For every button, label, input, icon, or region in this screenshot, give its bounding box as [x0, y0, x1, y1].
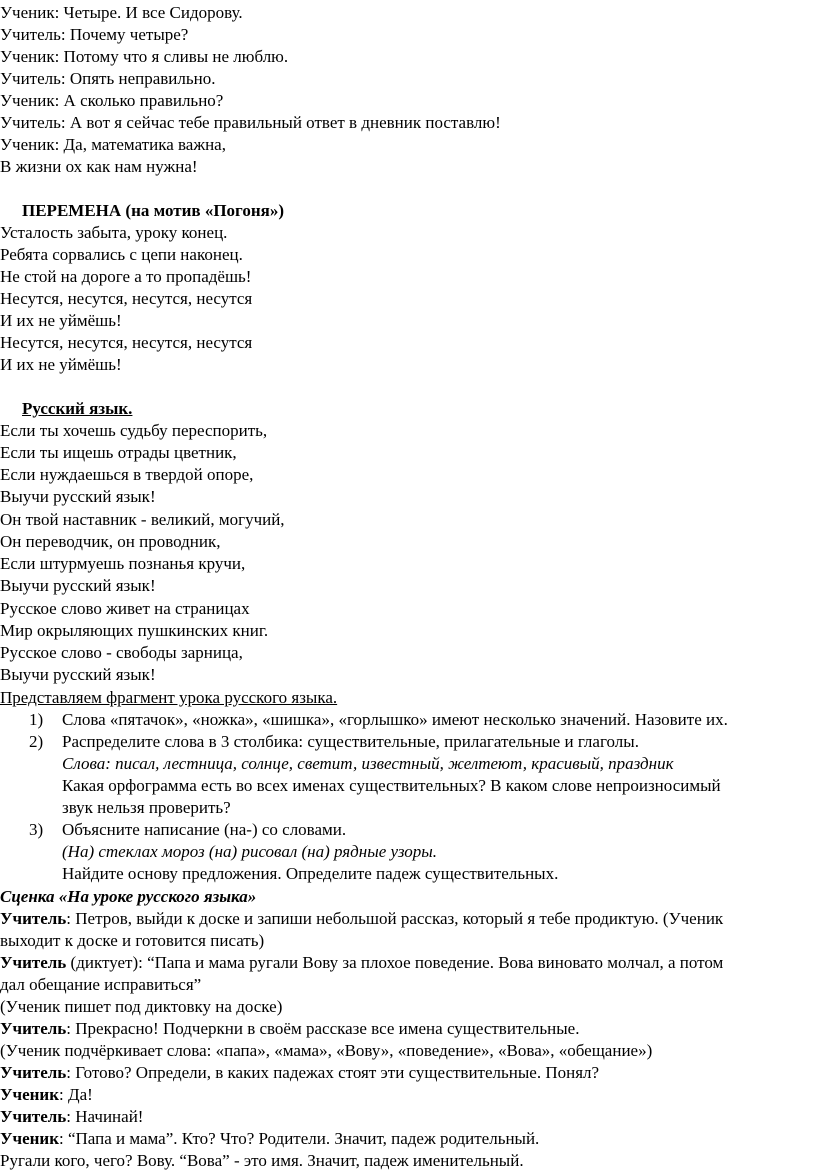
poem-line: Он твой наставник - великий, могучий,	[0, 510, 285, 529]
speaker-teacher: Учитель	[0, 953, 67, 972]
list-number: 3)	[29, 820, 44, 839]
scene-line: Ругали кого, чего? Вову. “Вова” - это имя. Значит, падеж именительный.	[0, 1151, 524, 1170]
poem-line: Ребята сорвались с цепи наконец.	[0, 245, 243, 264]
dialogue-line: Ученик: Да, математика важна,	[0, 134, 226, 154]
scene-text: : Прекрасно! Подчеркни в своём рассказе все имена существительные.	[66, 1019, 580, 1038]
poem-line: Мир окрыляющих пушкинских книг.	[0, 621, 269, 640]
poem-line: Выучи русский язык!	[0, 487, 156, 506]
example-sentence: (На) стеклах мороз (на) рисовал (на) рядные узоры.	[62, 842, 438, 861]
scene-text: : “Папа и мама”. Кто? Что? Родители. Значит, падеж родительный.	[59, 1129, 540, 1148]
poem-line: Русское слово - свободы зарница,	[0, 643, 243, 662]
poem-line: Не стой на дороге а то пропадёшь!	[0, 267, 252, 286]
scene-line: выходит к доске и готовится писать)	[0, 931, 265, 950]
lesson-intro: Представляем фрагмент урока русского языка.	[0, 687, 338, 707]
scene-line: (Ученик пишет под диктовку на доске)	[0, 997, 283, 1016]
lesson-task: Найдите основу предложения. Определите падеж существительных.	[62, 864, 559, 883]
list-text: Объясните написание (на-) со словами.	[62, 820, 347, 839]
poem-line: Выучи русский язык!	[0, 576, 156, 595]
peremena-title: ПЕРЕМЕНА (на мотив «Погоня»)	[22, 201, 285, 220]
list-number: 2)	[29, 731, 44, 751]
scene-title: Сценка «На уроке русского языка»	[0, 886, 257, 906]
scene-text: : Петров, выйди к доске и запиши небольшой рассказ, который я тебе продиктую. (Ученик	[66, 908, 724, 928]
scene-line	[0, 1018, 579, 1040]
poem-line: Если нуждаешься в твердой опоре,	[0, 465, 254, 484]
scene-text: : Начинай!	[66, 1107, 144, 1126]
scene-line	[0, 1062, 599, 1084]
dialogue-line: Учитель: А вот я сейчас тебе правильный ответ в дневник поставлю!	[0, 112, 501, 132]
scene-text: (диктует): “Папа и мама ругали Вову за плохое поведение. Вова виновато молчал, а потом	[66, 953, 724, 972]
speaker-teacher: Учитель	[0, 1107, 67, 1126]
russian-title: Русский язык.	[22, 399, 133, 418]
scene-line	[0, 1106, 143, 1128]
poem-line: Он переводчик, он проводник,	[0, 532, 221, 551]
speaker-teacher: Учитель	[0, 1063, 67, 1082]
scene-text: : Готово? Определи, в каких падежах стоят эти существительные. Понял?	[66, 1063, 600, 1082]
scene-line	[0, 952, 723, 974]
list-text: Слова «пятачок», «ножка», «шишка», «горлышко» имеют несколько значений. Назовите их.	[62, 709, 728, 729]
dialogue-line: Ученик: А сколько правильно?	[0, 90, 224, 110]
poem-line: Если штурмуешь познанья кручи,	[0, 554, 246, 573]
scene-line: (Ученик подчёркивает слова: «папа», «мама», «Вову», «поведение», «Вова», «обещание»)	[0, 1041, 653, 1060]
poem-line: Если ты ищешь отрады цветник,	[0, 443, 237, 462]
word-list: Слова: писал, лестница, солнце, светит, известный, желтеют, красивый, праздник	[62, 754, 674, 773]
dialogue-line: Учитель: Почему четыре?	[0, 24, 189, 44]
scene-line: дал обещание исправиться”	[0, 975, 202, 994]
dialogue-line: Ученик: Четыре. И все Сидорову.	[0, 2, 243, 22]
poem-line: Усталость забыта, уроку конец.	[0, 223, 228, 242]
list-number: 1)	[29, 709, 44, 729]
poem-line: Если ты хочешь судьбу переспорить,	[0, 421, 268, 440]
scene-text: : Да!	[59, 1085, 93, 1104]
orthogram-question: Какая орфограмма есть во всех именах существительных? В каком слове непроизносимый	[62, 776, 721, 795]
dialogue-line: В жизни ох как нам нужна!	[0, 156, 198, 176]
scene-line	[0, 1084, 93, 1106]
scene-line	[0, 908, 723, 930]
dialogue-line: Ученик: Потому что я сливы не люблю.	[0, 46, 289, 66]
poem-line: Выучи русский язык!	[0, 665, 156, 684]
list-text: Распределите слова в 3 столбика: существительные, прилагательные и глаголы.	[62, 731, 639, 751]
speaker-pupil: Ученик	[0, 1085, 59, 1104]
speaker-pupil: Ученик	[0, 1129, 59, 1148]
poem-line: И их не уймёшь!	[0, 355, 122, 374]
orthogram-question: звук нельзя проверить?	[62, 798, 231, 817]
poem-line: Несутся, несутся, несутся, несутся	[0, 289, 253, 308]
poem-line: Русское слово живет на страницах	[0, 599, 250, 618]
scene-line	[0, 1128, 539, 1150]
speaker-teacher: Учитель	[0, 908, 67, 928]
speaker-teacher: Учитель	[0, 1019, 67, 1038]
poem-line: И их не уймёшь!	[0, 311, 122, 330]
dialogue-line: Учитель: Опять неправильно.	[0, 68, 216, 88]
poem-line: Несутся, несутся, несутся, несутся	[0, 333, 253, 352]
